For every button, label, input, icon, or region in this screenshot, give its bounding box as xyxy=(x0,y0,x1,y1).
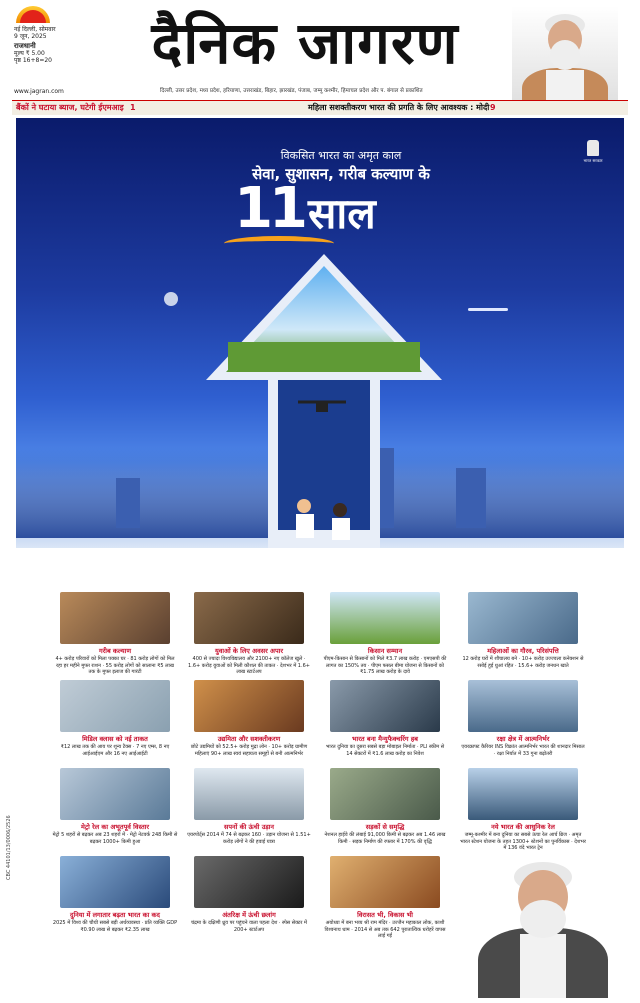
jagran-sun-logo-icon xyxy=(16,6,50,23)
card-defence xyxy=(460,680,586,757)
card-title: नये भारत की आधुनिक रेल xyxy=(491,823,555,831)
card-title: विरासत भी, विकास भी xyxy=(357,911,413,919)
card-airport xyxy=(186,768,312,845)
masthead xyxy=(0,0,640,100)
poster-tagline: विकसित भारत का अमृत काल xyxy=(280,149,402,162)
card-image xyxy=(468,768,578,820)
card-image xyxy=(330,856,440,908)
card-desc: भारत दुनिया का दूसरा सबसे बड़ा मोबाइल निर्माता · PLI स्कीम से 14 सेक्टरों में ₹1.6 लाख करोड़ का निवेश xyxy=(325,744,445,757)
card-title: सपनों की ऊंची उड़ान xyxy=(223,823,275,831)
card-image xyxy=(468,592,578,644)
headline-right[interactable]: महिला सशक्तीकरण भारत की प्रगति के लिए आवश्यक : मोदी xyxy=(308,103,490,112)
card-mahila xyxy=(460,592,586,669)
card-title: सड़कों से समृद्धि xyxy=(365,823,405,831)
card-desc: पीएम-किसान से किसानों को मिले ₹3.7 लाख करोड़ · एमएसपी की लागत का 150% तय · पीएम फसल बीमा योजना से किसानों को ₹1.75 लाख करोड़ के दावे xyxy=(323,656,447,675)
card-desc: चंद्रमा के दक्षिणी ध्रुव पर पहुंचने वाला पहला देश · स्पेस सेक्टर में 200+ स्टार्टअप xyxy=(190,920,308,933)
card-economy xyxy=(52,856,178,933)
website-link[interactable]: www.jagran.com xyxy=(14,88,64,95)
headline-left-page: 1 xyxy=(130,103,136,112)
edition: राजधानी xyxy=(14,42,36,50)
pm-portrait-top xyxy=(512,6,618,112)
card-image xyxy=(60,592,170,644)
card-title: मेट्रो रेल का अभूतपूर्व विस्तार xyxy=(80,823,150,831)
child-girl-icon xyxy=(333,503,347,517)
card-title: महिलाओं का गौरव, परिसंपत्ति xyxy=(487,647,559,655)
card-image xyxy=(330,680,440,732)
card-title: गरीब कल्याण xyxy=(98,647,132,655)
card-desc: अयोध्या में बना भव्य श्री राम मंदिर · उज्जैन महाकाल लोक, काशी विश्वनाथ धाम · 2014 से अब तक 642 पुरातात्विक धरोहरें वापस लाई गईं xyxy=(324,920,446,939)
ad-poster xyxy=(16,118,624,548)
card-desc: एयरपोर्ट्स 2014 में 74 से बढ़कर 160 · उड़ान योजना से 1.51+ करोड़ लोगों ने की हवाई यात्रा xyxy=(187,832,311,845)
card-image xyxy=(194,856,304,908)
card-udyamita xyxy=(186,680,312,757)
poster-headline: सेवा, सुशासन, गरीब कल्याण के xyxy=(252,165,430,183)
card-manufacturing xyxy=(322,680,448,757)
card-desc: 12 करोड़ घरों में शौचालय बने · 10+ करोड़ उज्ज्वला कनेक्शन से रसोई हुई धुआं रहित · 15.6+ करोड़ जनधन खाते xyxy=(462,656,584,669)
child-boy-icon xyxy=(297,499,311,513)
price: मूल्य ₹ 5.00 xyxy=(14,50,45,57)
card-image xyxy=(60,680,170,732)
card-middle-class xyxy=(52,680,178,757)
card-desc: एयरक्राफ्ट कैरियर INS विक्रांत आत्मनिर्भर भारत की शानदार मिसाल · रक्षा निर्यात में 33 गुना बढ़ोतरी xyxy=(461,744,585,757)
card-title: किसान सम्मान xyxy=(367,647,403,655)
card-title: दुनिया में लगातार बढ़ता भारत का कद xyxy=(70,911,160,919)
card-desc: जम्मू-कश्मीर में बना दुनिया का सबसे ऊंचा रेल आर्च ब्रिज · अमृत भारत स्टेशन योजना के तहत 1300+ स्टेशनों का पुनर्विकास · देशभर में 136 वंदे भारत ट्रेन xyxy=(460,832,586,851)
card-desc: 400 से ज्यादा विश्वविद्यालय और 2100+ नए कॉलेज खुले · 1.6+ करोड़ युवाओं को मिली कौशल की ताकत · देशभर में 1.6+ लाख स्टार्टअप xyxy=(188,656,310,675)
poster-big-word: साल xyxy=(308,189,376,238)
card-image xyxy=(330,592,440,644)
card-rail xyxy=(460,768,586,852)
card-image xyxy=(194,680,304,732)
card-space xyxy=(186,856,312,933)
card-image xyxy=(330,768,440,820)
card-image xyxy=(60,856,170,908)
headline-strip xyxy=(12,100,628,115)
card-desc: मेट्रो 5 शहरों से बढ़कर अब 23 शहरों में · मेट्रो नेटवर्क 248 किमी से बढ़कर 1000+ किमी हुआ xyxy=(52,832,178,845)
card-heritage xyxy=(322,856,448,940)
card-title: अंतरिक्ष में ऊंची छलांग xyxy=(222,911,276,919)
card-desc: छोटे उद्यमियों को 52.5+ करोड़ मुद्रा लोन · 10+ करोड़ ग्रामीण महिलाएं 90+ लाख स्वयं सहायता समूहों से बनी आत्मनिर्भर xyxy=(190,744,308,757)
pages: पृष्ठ 16+8=20 xyxy=(14,57,52,64)
card-desc: 4+ करोड़ परिवारों को मिला पक्का घर · 81 करोड़ लोगों को मिल रहा हर महीने मुफ्त राशन · 55 करोड़ लोगों को सालाना ₹5 लाख तक के मुफ्त इलाज की गारंटी xyxy=(55,656,175,675)
states-line: दिल्ली, उत्तर प्रदेश, मध्य प्रदेश, हरियाणा, उत्तराखंड, बिहार, झारखंड, पंजाब, जम्मू कश्मीर, हिमाचल प्रदेश और प. बंगाल से प्रकाशित xyxy=(160,88,423,94)
card-title: मिडिल क्लास को नई ताकत xyxy=(82,735,148,743)
gov-label: भारत सरकार xyxy=(583,158,603,163)
masthead-meta xyxy=(14,26,104,64)
card-desc: 2025 में विश्व की चौथी सबसे बड़ी अर्थव्यवस्था · प्रति व्यक्ति GDP ₹0.90 लाख से बढ़कर ₹2.35 लाख xyxy=(52,920,178,933)
cbc-code: CBC 44101/13/0006/2526 xyxy=(6,815,12,880)
card-image xyxy=(194,768,304,820)
card-title: रक्षा क्षेत्र में आत्मनिर्भर xyxy=(496,735,550,743)
card-metro xyxy=(52,768,178,845)
newspaper-title: दैनिक जागरण xyxy=(151,9,459,77)
card-desc: ₹12 लाख तक की आय पर शून्य टैक्स · 7 नए एम्स, 8 नए आईआईएम और 16 नए आईआईटी xyxy=(60,744,170,757)
card-yuva xyxy=(186,592,312,676)
date: 9 जून, 2025 xyxy=(14,33,47,40)
card-kisan xyxy=(322,592,448,676)
card-title: उद्यमिता और सशक्तीकरण xyxy=(217,735,281,743)
headline-right-page: 9 xyxy=(490,103,496,112)
card-roads xyxy=(322,768,448,845)
city-day: नई दिल्ली, सोमवार xyxy=(14,26,56,33)
card-image xyxy=(60,768,170,820)
card-desc: नेशनल हाईवे की लंबाई 91,000 किमी से बढ़कर अब 1.46 लाख किमी · सड़क निर्माण की रफ्तार में 170% की वृद्धि xyxy=(324,832,446,845)
growth-arrow-graphic xyxy=(16,118,624,548)
card-image xyxy=(194,592,304,644)
poster-big-number: 11 xyxy=(234,176,304,241)
card-image xyxy=(468,680,578,732)
green-field xyxy=(228,342,420,372)
card-title: युवाओं के लिए अवसर अपार xyxy=(214,647,284,655)
card-title: भारत बना मैन्युफैक्चरिंग हब xyxy=(351,735,419,743)
headline-left[interactable]: बैंकों ने घटाया ब्याज, घटेगी ईएमआइ xyxy=(16,103,124,112)
pm-portrait-bottom xyxy=(458,858,628,998)
card-garib-kalyan xyxy=(52,592,178,676)
